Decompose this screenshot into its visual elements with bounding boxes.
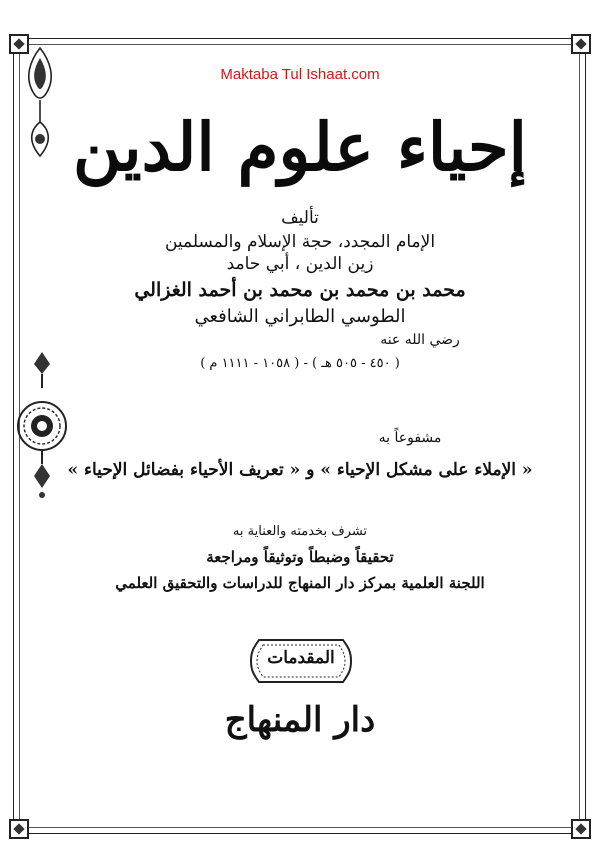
corner-ornament-icon [571, 34, 591, 54]
corner-ornament-icon [9, 819, 29, 839]
corner-ornament-icon [571, 819, 591, 839]
appended-label: مشفوعاً به [378, 430, 442, 446]
editorial-credit: تشرف بخدمته والعناية به [232, 524, 368, 539]
author-kunya: زين الدين ، أبي حامد [226, 254, 374, 274]
author-honorific: الإمام المجدد، حجة الإسلام والمسلمين [164, 232, 436, 252]
author-name: محمد بن محمد بن محمد بن أحمد الغزالي [134, 279, 466, 301]
volume-cartouche [249, 636, 353, 686]
editorial-committee: اللجنة العلمية بمركز دار المنهاج للدراسات والتحقيق العلمي [115, 574, 485, 592]
website-link[interactable]: Maktaba Tul Ishaat.com [220, 66, 380, 83]
author-nisba: الطوسي الطابراني الشافعي [194, 306, 406, 327]
editing-description: تحقيقاً وضبطاً وتوثيقاً ومراجعة [206, 548, 394, 566]
author-dates: ( ٤٥٠ - ٥٠٥ هـ ) - ( ١٠٥٨ - ١١١١ م ) [200, 356, 400, 371]
blessing-phrase: رضي الله عنه [380, 332, 460, 348]
publisher-name: دار المنهاج [224, 700, 376, 740]
appended-books: « الإملاء على مشكل الإحياء » و « تعريف الأحياء بفضائل الإحياء » [67, 460, 533, 480]
volume-title: المقدمات [267, 648, 335, 668]
authored-by-label: تأليف [281, 208, 319, 228]
book-title: إحياء علوم الدين [72, 108, 528, 186]
